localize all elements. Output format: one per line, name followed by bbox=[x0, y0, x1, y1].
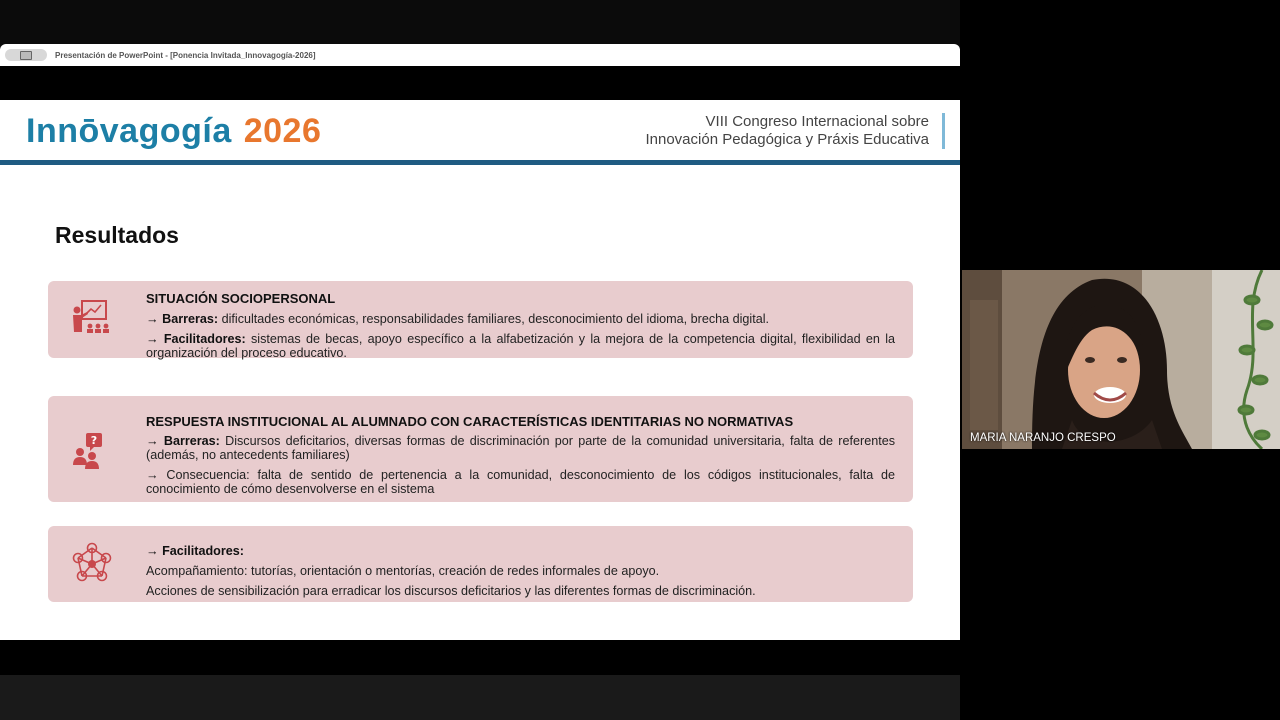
logo-year: 2026 bbox=[243, 112, 322, 150]
card-heading: RESPUESTA INSTITUCIONAL AL ALUMNADO CON CARACTERÍSTICAS IDENTITARIAS NO NORMATIVAS bbox=[146, 414, 794, 429]
event-logo bbox=[26, 112, 321, 151]
card-barreras bbox=[146, 434, 895, 462]
slide-top-band bbox=[0, 66, 960, 100]
facilitadores-label: → Facilitadores: bbox=[146, 544, 244, 558]
result-card-facilitadores bbox=[48, 526, 913, 602]
result-card-institucional bbox=[48, 396, 913, 502]
card-facilitadores bbox=[146, 544, 895, 558]
slide-bottom-band bbox=[0, 640, 960, 675]
window-titlebar[interactable] bbox=[0, 44, 960, 66]
participant-video-tile[interactable] bbox=[962, 270, 1280, 449]
facilitadores-text: sistemas de becas, apoyo específico a la alfabetización y la mejora de la competencia digital, flexibilidad en la organización del proceso educativo. bbox=[146, 332, 895, 360]
barreras-text: dificultades económicas, responsabilidades familiares, desconocimiento del idioma, brecha digital. bbox=[218, 312, 770, 326]
header-divider bbox=[0, 160, 960, 165]
result-card-sociopersonal bbox=[48, 281, 913, 358]
slide-header bbox=[0, 100, 960, 162]
card-consecuencia: → Consecuencia: falta de sentido de pertenencia a la comunidad, desconocimiento de los códigos institucionales, falta de conocimiento de cómo desenvolverse en el sistema bbox=[146, 468, 895, 496]
network-people-icon bbox=[70, 542, 114, 586]
congress-title bbox=[645, 113, 929, 149]
card-facilitadores bbox=[146, 332, 895, 360]
section-title: Resultados bbox=[55, 222, 179, 248]
barreras-text: Discursos deficitarios, diversas formas de discriminación por parte de la comunidad universitaria, falta de referentes (además, no antecedents familiares) bbox=[146, 434, 895, 462]
card-content bbox=[146, 544, 895, 598]
share-footer-area bbox=[0, 675, 960, 720]
card-barreras bbox=[146, 312, 895, 326]
card-line-2: Acciones de sensibilización para erradicar los discursos deficitarios y las diferentes formas de discriminación. bbox=[146, 584, 756, 598]
card-content bbox=[146, 415, 895, 496]
webcam-feed-image bbox=[962, 270, 1280, 449]
congress-line-1: VIII Congreso Internacional sobre bbox=[705, 113, 929, 130]
facilitadores-label: → Facilitadores: bbox=[146, 332, 246, 346]
card-content bbox=[146, 292, 895, 360]
logo-brand: Innōvagogía bbox=[26, 112, 232, 150]
people-question-icon bbox=[70, 431, 114, 475]
teacher-presentation-icon bbox=[70, 299, 114, 343]
congress-line-2: Innovación Pedagógica y Práxis Educativa bbox=[645, 131, 929, 148]
participant-name: MARIA NARANJO CRESPO bbox=[970, 432, 1116, 444]
window-icon[interactable] bbox=[5, 49, 47, 61]
presentation-slide bbox=[0, 100, 960, 640]
barreras-label: → Barreras: bbox=[146, 434, 220, 448]
barreras-label: → Barreras: bbox=[146, 312, 219, 326]
congress-accent-bar bbox=[942, 113, 945, 149]
window-title: Presentación de PowerPoint - [Ponencia Invitada_Innovagogía-2026] bbox=[55, 50, 316, 60]
card-line-1: Acompañamiento: tutorías, orientación o mentorías, creación de redes informales de apoyo. bbox=[146, 564, 660, 578]
card-heading: SITUACIÓN SOCIOPERSONAL bbox=[146, 291, 336, 306]
svg-text:?: ? bbox=[90, 434, 98, 447]
